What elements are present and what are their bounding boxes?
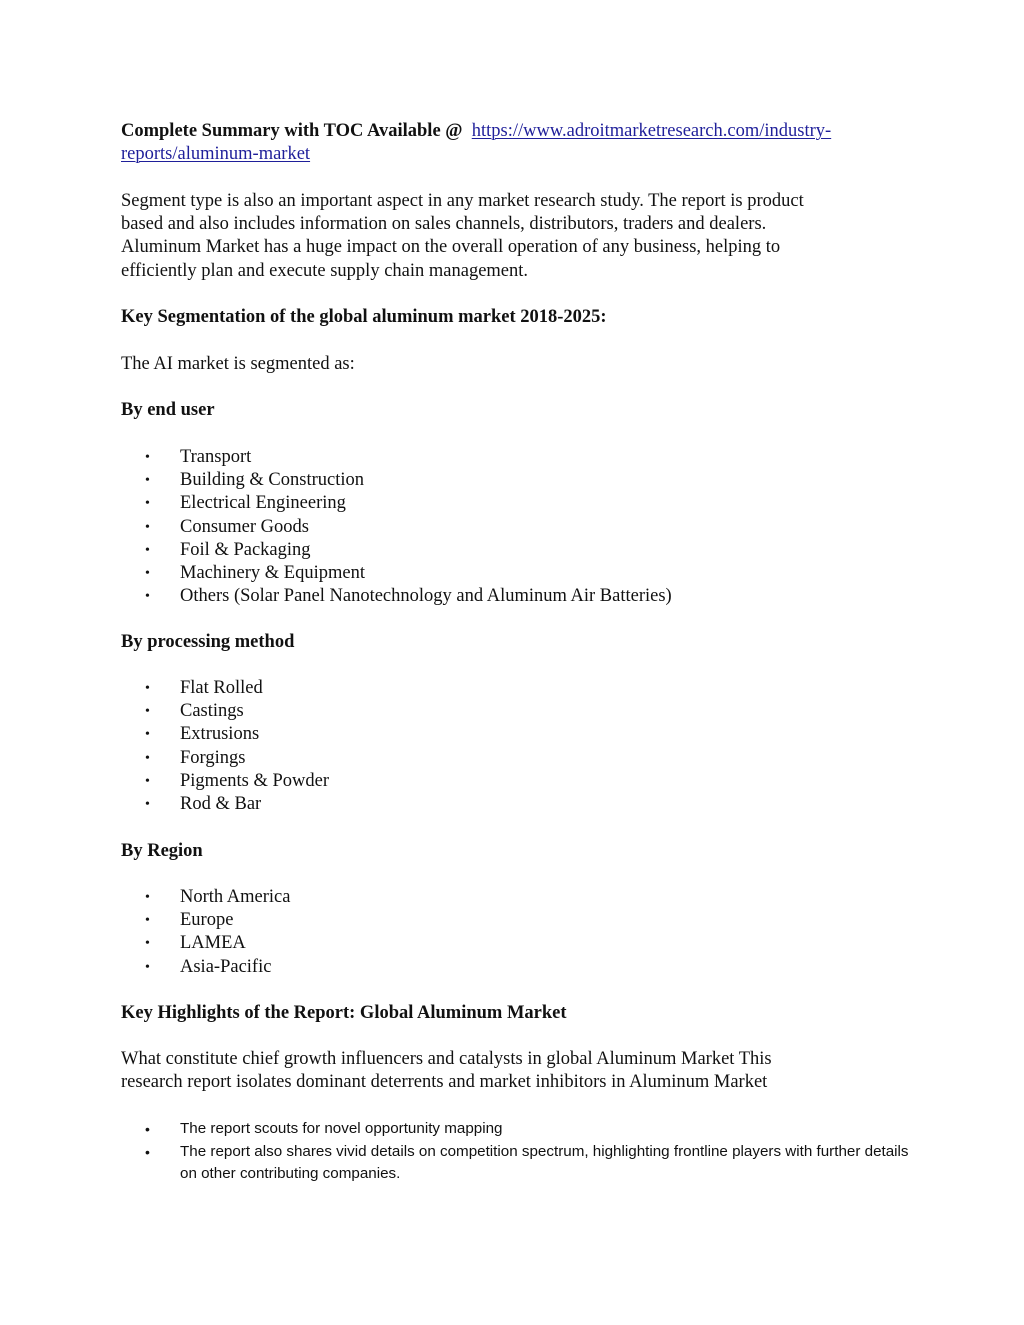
bullet-icon: • xyxy=(145,681,150,696)
section-heading: By Region xyxy=(121,841,203,861)
bullet-icon: • xyxy=(145,773,150,789)
processing-method-list xyxy=(121,677,911,816)
bullet-icon: • xyxy=(145,589,150,605)
list-item: • LAMEA xyxy=(121,932,911,955)
toc-line xyxy=(121,120,911,166)
bullet-icon: • xyxy=(145,519,150,535)
highlights-line: research report isolates dominant deterrents and market inhibitors in Aluminum Market xyxy=(121,1072,768,1093)
list-item: • Pigments & Powder xyxy=(121,770,911,793)
segmented-as-text: The AI market is segmented as: xyxy=(121,354,355,374)
list-item: • Consumer Goods xyxy=(121,516,911,539)
list-item: • Others (Solar Panel Nanotechnology and Aluminum Air Batteries) xyxy=(121,585,911,608)
section-processing-method xyxy=(121,631,911,654)
key-highlights-heading: Key Highlights of the Report: Global Aluminum Market xyxy=(121,1003,567,1023)
intro-line: Aluminum Market has a huge impact on the overall operation of any business, helping to xyxy=(121,237,781,258)
highlights-list xyxy=(121,1118,911,1186)
report-link[interactable]: https://www.adroitmarketresearch.com/industry- reports/aluminum-market xyxy=(121,121,832,165)
section-region xyxy=(121,840,911,863)
list-item: • Europe xyxy=(121,909,911,932)
list-item: • North America xyxy=(121,886,911,909)
section-end-user xyxy=(121,399,911,422)
bullet-icon: • xyxy=(145,450,150,465)
bullet-icon: • xyxy=(145,797,150,813)
list-item: • Flat Rolled xyxy=(121,677,911,700)
list-item: • The report scouts for novel opportunity mapping xyxy=(121,1118,911,1141)
bullet-icon: • xyxy=(145,473,150,489)
list-item: • The report also shares vivid details on competition spectrum, highlighting frontline players with further details on other contributing companies. xyxy=(145,1142,909,1182)
list-item: • Forgings xyxy=(121,747,911,770)
highlights-paragraph xyxy=(121,1048,911,1094)
key-segmentation-heading: Key Segmentation of the global aluminum market 2018-2025: xyxy=(121,307,607,327)
bullet-icon: • xyxy=(145,704,150,720)
bullet-icon: • xyxy=(145,750,150,766)
intro-paragraph xyxy=(121,190,911,283)
list-item: • Transport xyxy=(121,446,911,469)
list-item: • Extrusions xyxy=(121,723,911,746)
intro-line: efficiently plan and execute supply chain management. xyxy=(121,260,529,281)
section-heading: By end user xyxy=(121,400,215,420)
bullet-icon: • xyxy=(145,542,150,558)
list-item: • Electrical Engineering xyxy=(121,492,911,515)
bullet-icon: • xyxy=(145,496,150,512)
intro-line: based and also includes information on sales channels, distributors, traders and dealers. xyxy=(121,214,767,235)
bullet-icon: • xyxy=(145,936,150,952)
list-item: • Asia-Pacific xyxy=(121,956,911,979)
highlights-line: What constitute chief growth influencers and catalysts in global Aluminum Market This xyxy=(121,1049,772,1069)
list-item: • Foil & Packaging xyxy=(121,539,911,562)
bullet-icon: • xyxy=(145,727,150,743)
bullet-icon: • xyxy=(145,1143,150,1160)
list-item: • Building & Construction xyxy=(121,469,911,492)
region-list xyxy=(121,886,911,979)
intro-line: Segment type is also an important aspect in any market research study. The report is product xyxy=(121,191,804,211)
end-user-list xyxy=(121,446,911,608)
bullet-icon: • xyxy=(145,566,150,582)
bullet-icon: • xyxy=(145,890,150,905)
bullet-icon: • xyxy=(145,913,150,929)
bullet-icon: • xyxy=(145,959,150,975)
toc-label: Complete Summary with TOC Available @ xyxy=(121,121,463,141)
list-item: • Castings xyxy=(121,700,911,723)
section-heading: By processing method xyxy=(121,632,295,652)
list-item: • Rod & Bar xyxy=(121,793,911,816)
list-item: • Machinery & Equipment xyxy=(121,562,911,585)
bullet-icon: • xyxy=(145,1121,150,1137)
